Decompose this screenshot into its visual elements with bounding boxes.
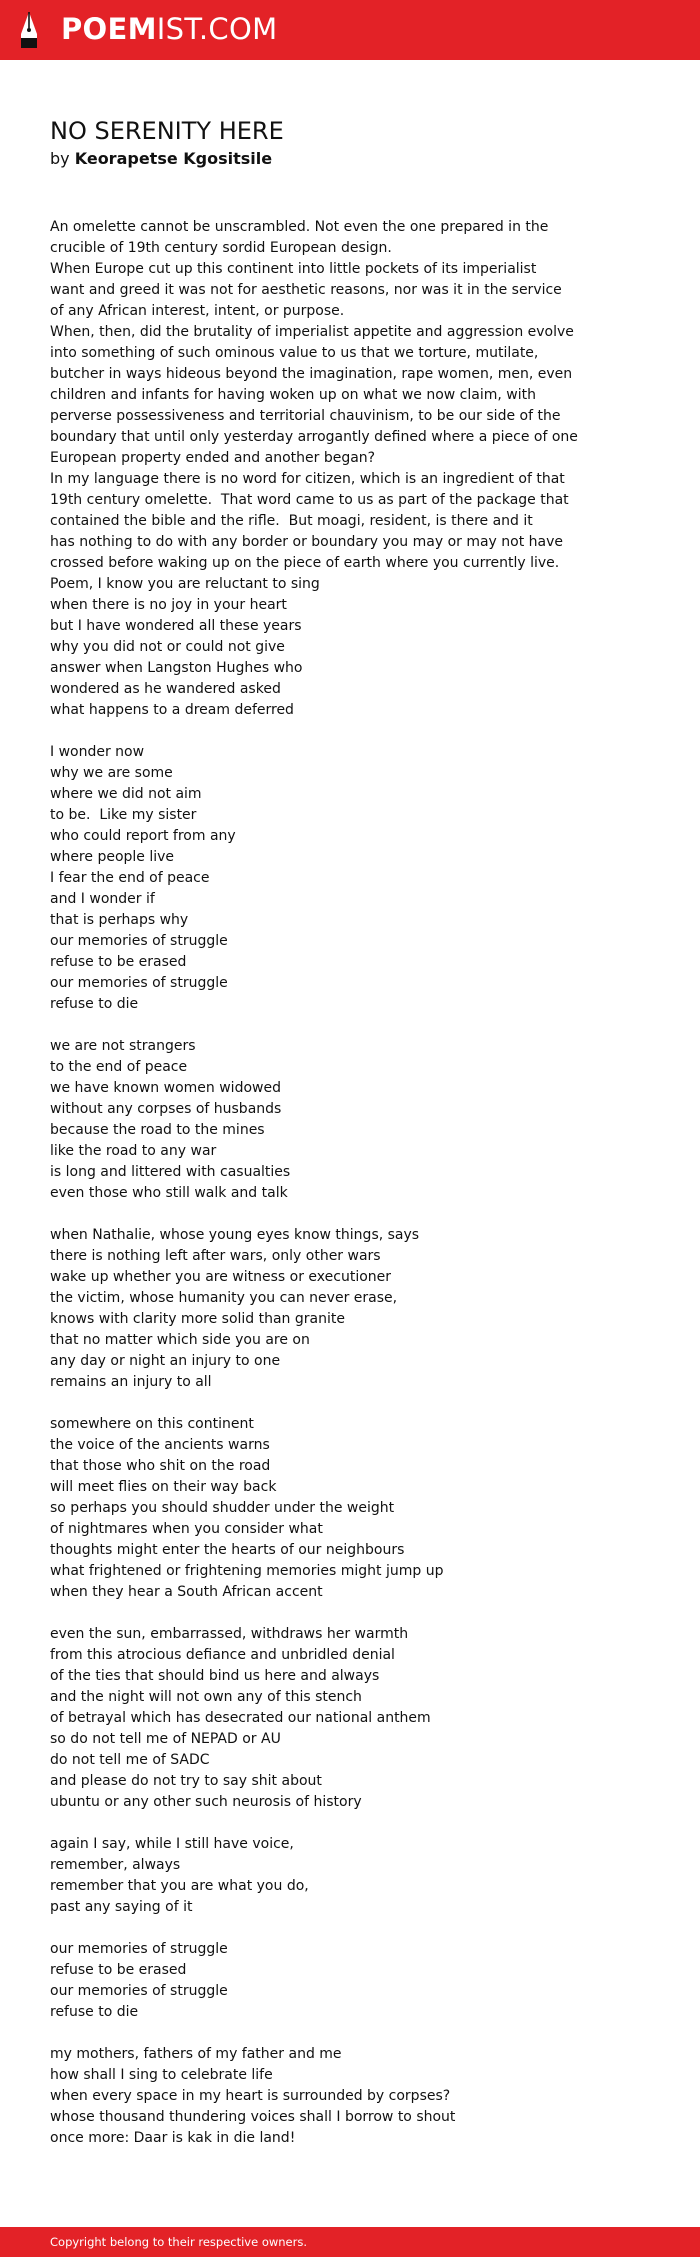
poem-line: into something of such ominous value to us that we torture, mutilate, [50, 345, 539, 361]
stanza-break [50, 1918, 670, 1939]
poem-line: why we are some [50, 765, 173, 781]
poem-line: crucible of 19th century sordid European design. [50, 240, 392, 256]
poem-line: why you did not or could not give [50, 639, 285, 655]
poem-line: contained the bible and the rifle. But moagi, resident, is there and it [50, 513, 533, 529]
poem-line: what frightened or frightening memories might jump up [50, 1563, 444, 1579]
poem-line: like the road to any war [50, 1143, 217, 1159]
poem-body [50, 217, 670, 2149]
poem-line: without any corpses of husbands [50, 1101, 282, 1117]
copyright-notice: Copyright belong to their respective owners. [50, 2235, 308, 2249]
poem-line: because the road to the mines [50, 1122, 265, 1138]
poem-line: of nightmares when you consider what [50, 1521, 323, 1537]
poem-line: but I have wondered all these years [50, 618, 302, 634]
poem-line: boundary that until only yesterday arrogantly defined where a piece of one [50, 429, 578, 445]
stanza-break [50, 1015, 670, 1036]
poem-line: whose thousand thundering voices shall I borrow to shout [50, 2109, 456, 2125]
stanza-break [50, 1603, 670, 1624]
poem-line: that those who shit on the road [50, 1458, 271, 1474]
pen-nib-icon[interactable] [17, 10, 41, 50]
poem-line: my mothers, fathers of my father and me [50, 2046, 342, 2062]
poem-line: that is perhaps why [50, 912, 189, 928]
site-logo[interactable] [61, 9, 277, 49]
poem-line: When Europe cut up this continent into little pockets of its imperialist [50, 261, 537, 277]
poem-line: I wonder now [50, 744, 145, 760]
poem-line: of the ties that should bind us here and always [50, 1668, 380, 1684]
poem-line: our memories of struggle [50, 933, 228, 949]
poem-line: An omelette cannot be unscrambled. Not even the one prepared in the [50, 219, 549, 235]
poem-title: NO SERENITY HERE [50, 117, 284, 145]
poem-line: and the night will not own any of this stench [50, 1689, 362, 1705]
poem-line: butcher in ways hideous beyond the imagination, rape women, men, even [50, 366, 573, 382]
poem-line: I fear the end of peace [50, 870, 210, 886]
poem-line: knows with clarity more solid than granite [50, 1311, 345, 1327]
poem-line: European property ended and another began? [50, 450, 376, 466]
poem-line: when Nathalie, whose young eyes know things, says [50, 1227, 420, 1243]
poem-line: refuse to be erased [50, 954, 187, 970]
poem-line: any day or night an injury to one [50, 1353, 281, 1369]
author-name: Keorapetse Kgositsile [74, 149, 273, 168]
stanza-break [50, 2023, 670, 2044]
poem-line: has nothing to do with any border or boundary you may or may not have [50, 534, 564, 550]
poem-line: even those who still walk and talk [50, 1185, 288, 1201]
byline [50, 149, 272, 169]
stanza-break [50, 1393, 670, 1414]
poem-line: where people live [50, 849, 175, 865]
stanza-break [50, 721, 670, 742]
poem-line: when there is no joy in your heart [50, 597, 287, 613]
poem-line: remains an injury to all [50, 1374, 212, 1390]
poem-line: do not tell me of SADC [50, 1752, 210, 1768]
poem-line: crossed before waking up on the piece of earth where you currently live. [50, 555, 560, 571]
poem-line: children and infants for having woken up on what we now claim, with [50, 387, 536, 403]
poem-line: and I wonder if [50, 891, 155, 907]
poem-line: When, then, did the brutality of imperialist appetite and aggression evolve [50, 324, 574, 340]
poem-line: ubuntu or any other such neurosis of history [50, 1794, 362, 1810]
poem-line: somewhere on this continent [50, 1416, 254, 1432]
poem-line: where we did not aim [50, 786, 202, 802]
poem-line: wondered as he wandered asked [50, 681, 281, 697]
poem-line: In my language there is no word for citizen, which is an ingredient of that [50, 471, 565, 487]
poem-line: past any saying of it [50, 1899, 193, 1915]
poem-line: refuse to die [50, 996, 139, 1012]
poem-line: again I say, while I still have voice, [50, 1836, 294, 1852]
stanza-break [50, 1204, 670, 1225]
poem-line: thoughts might enter the hearts of our neighbours [50, 1542, 405, 1558]
poem-line: how shall I sing to celebrate life [50, 2067, 273, 2083]
poem-line: to the end of peace [50, 1059, 188, 1075]
poem-line: wake up whether you are witness or executioner [50, 1269, 392, 1285]
poem-line: from this atrocious defiance and unbridled denial [50, 1647, 395, 1663]
poem-line: we have known women widowed [50, 1080, 281, 1096]
poem-line: the voice of the ancients warns [50, 1437, 270, 1453]
poem-line: so do not tell me of NEPAD or AU [50, 1731, 281, 1747]
poem-line: even the sun, embarrassed, withdraws her warmth [50, 1626, 409, 1642]
poem-line: our memories of struggle [50, 975, 228, 991]
logo-bold: POEM [61, 12, 157, 46]
poem-line: will meet flies on their way back [50, 1479, 277, 1495]
poem-line: what happens to a dream deferred [50, 702, 294, 718]
byline-prefix: by [50, 149, 70, 168]
poem-line: once more: Daar is kak in die land! [50, 2130, 296, 2146]
poem-line: and please do not try to say shit about [50, 1773, 322, 1789]
poem-line: is long and littered with casualties [50, 1164, 291, 1180]
poem-line: of betrayal which has desecrated our national anthem [50, 1710, 431, 1726]
poem-line: when every space in my heart is surrounded by corpses? [50, 2088, 451, 2104]
poem-line: perverse possessiveness and territorial chauvinism, to be our side of the [50, 408, 561, 424]
poem-line: refuse to be erased [50, 1962, 187, 1978]
poem-line: there is nothing left after wars, only other wars [50, 1248, 381, 1264]
site-header [0, 0, 700, 60]
poem-line: remember, always [50, 1857, 181, 1873]
poem-line: to be. Like my sister [50, 807, 197, 823]
poem-line: our memories of struggle [50, 1941, 228, 1957]
poem-line: when they hear a South African accent [50, 1584, 323, 1600]
poem-line: want and greed it was not for aesthetic reasons, nor was it in the service [50, 282, 562, 298]
poem-line: answer when Langston Hughes who [50, 660, 303, 676]
poem-line: our memories of struggle [50, 1983, 228, 1999]
stanza-break [50, 1813, 670, 1834]
poem-line: of any African interest, intent, or purpose. [50, 303, 345, 319]
poem-line: who could report from any [50, 828, 236, 844]
poem-line: so perhaps you should shudder under the weight [50, 1500, 395, 1516]
logo-light: IST.COM [156, 12, 278, 46]
poem-line: 19th century omelette. That word came to us as part of the package that [50, 492, 569, 508]
poem-line: that no matter which side you are on [50, 1332, 310, 1348]
poem-line: remember that you are what you do, [50, 1878, 309, 1894]
site-footer [0, 2227, 700, 2257]
poem-line: we are not strangers [50, 1038, 196, 1054]
poem-line: refuse to die [50, 2004, 139, 2020]
poem-line: Poem, I know you are reluctant to sing [50, 576, 320, 592]
poem-line: the victim, whose humanity you can never erase, [50, 1290, 398, 1306]
